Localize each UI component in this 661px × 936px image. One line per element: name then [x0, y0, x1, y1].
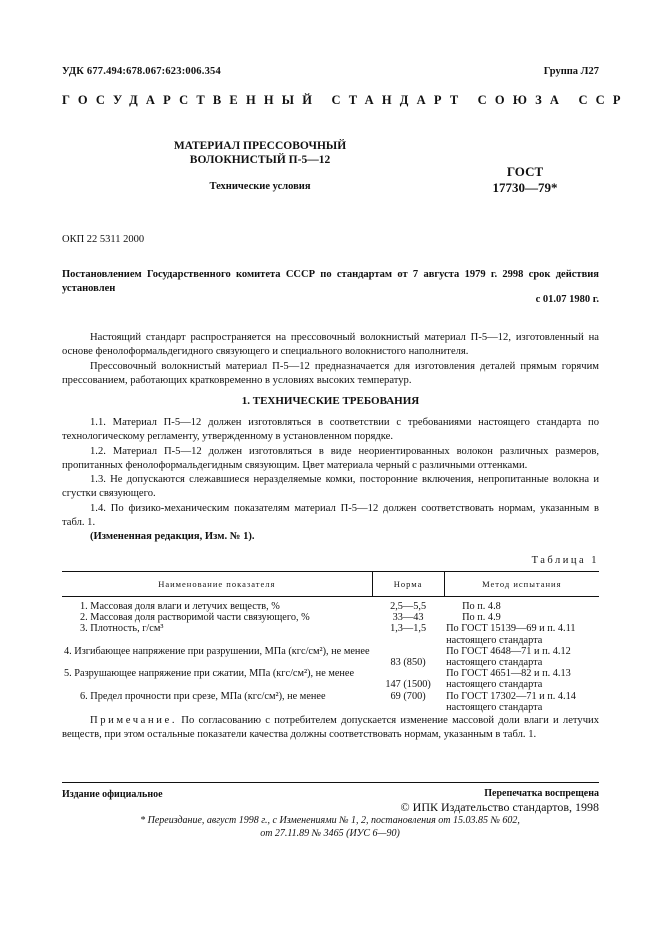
table-row [62, 691, 599, 713]
method-cell: По ГОСТ 4651—82 и п. 4.13 настоящего стандарта [446, 668, 571, 691]
clause-1-4: 1.4. По физико-механическим показателям материал П-5—12 должен соответствовать нормам, указанным в табл. 1. [62, 502, 599, 529]
clause-1-1: 1.1. Материал П-5—12 должен изготовляться в соответствии с требованиями настоящего стандарта по технологическому регламенту, утвержденному в установленном порядке. [62, 417, 599, 443]
reissue-note [120, 815, 540, 840]
group-code: Группа Л27 [543, 66, 599, 77]
clause-1-2: 1.2. Материал П-5—12 должен изготовляться в виде неориентированных волокон различных размеров, пропитанных фенолоформальдегидным связующим. Цвет материала черный с различными оттенками. [62, 445, 599, 471]
method-cell: По п. 4.9 [462, 612, 501, 624]
norm-cell: 1,3—1,5 [390, 623, 427, 635]
norm-cell: 83 (850) [390, 656, 426, 668]
effective-date: с 01.07 1980 г. [535, 294, 599, 305]
table-row [62, 668, 599, 690]
norm-cell: 2,5—5,5 [390, 601, 427, 612]
document-title [160, 139, 360, 167]
reprint-prohibited: Перепечатка воспрещена [484, 788, 599, 799]
footer-divider [62, 782, 599, 783]
okp-code: ОКП 22 5311 2000 [62, 234, 145, 245]
intro-section [62, 331, 599, 388]
note-label: Примечание. [90, 715, 178, 726]
note-text: По согласованию с потребителем допускается изменение массовой доли влаги и летучих веществ, при этом остальные показатели качества должны соответствовать нормам, указанным в табл. 1. [62, 715, 599, 741]
title-line-2: ВОЛОКНИСТЫЙ П-5—12 [189, 154, 331, 166]
method-cell: По ГОСТ 15139—69 и п. 4.11 настоящего стандарта [446, 623, 576, 646]
gost-label: ГОСТ [506, 164, 544, 179]
requirements-table [62, 571, 599, 713]
table-header-row [62, 572, 599, 597]
header-method: Метод испытания [444, 572, 599, 597]
indicator-cell: 4. Изгибающее напряжение при разрушении, МПа (кгс/см²), не менее [64, 645, 370, 657]
table-row [62, 623, 599, 645]
table-row [62, 646, 599, 668]
method-cell: По ГОСТ 4648—71 и п. 4.12 настоящего стандарта [446, 645, 571, 669]
udk-code: УДК 677.494:678.067:623:006.354 [62, 66, 221, 77]
document-subtitle: Технические условия [209, 181, 311, 192]
indicator-cell: 5. Разрушающее напряжение при сжатии, МПа (кгс/см²), не менее [64, 668, 355, 680]
header-norm: Норма [372, 572, 444, 597]
table-row [62, 612, 599, 623]
table-caption: Таблица 1 [531, 555, 599, 566]
norm-cell: 69 (700) [390, 690, 426, 702]
reissue-line-1: * Переиздание, август 1998 г., с Изменениями № 1, 2, постановления от 15.03.85 № 602, [140, 815, 520, 826]
indicator-cell: 2. Массовая доля растворимой части связующего, % [80, 612, 310, 624]
intro-paragraph: Настоящий стандарт распространяется на прессовочный волокнистый материал П-5—12, изготовленный на основе фенолоформальдегидного связующего и специального волокнистого наполнителя. [62, 332, 599, 358]
table-row [62, 597, 599, 613]
indicator-cell: 3. Плотность, г/см³ [80, 623, 164, 635]
reissue-line-2: от 27.11.89 № 3465 (ИУС 6—90) [260, 827, 400, 839]
amendment-note: (Измененная редакция, Изм. № 1). [90, 531, 255, 543]
state-standard-banner: ГОСУДАРСТВЕННЫЙ СТАНДАРТ СОЮЗА ССР [62, 93, 629, 107]
section-heading: 1. ТЕХНИЧЕСКИЕ ТРЕБОВАНИЯ [241, 395, 420, 407]
indicator-cell: 1. Массовая доля влаги и летучих веществ, % [80, 601, 280, 612]
norm-cell: 33—43 [392, 612, 424, 624]
gost-designation [470, 164, 580, 196]
intro-paragraph: Прессовочный волокнистый материал П-5—12 предназначается для изготовления деталей прямым горячим прессованием, работающих кратковременно в условиях высоких температур. [62, 360, 599, 386]
section-1-body [62, 416, 599, 545]
norm-cell: 147 (1500) [385, 679, 431, 691]
decree-text: Постановлением Государственного комитета СССР по стандартам от 7 августа 1979 г. 2998 срок действия установлен [62, 269, 599, 294]
copyright: © ИПК Издательство стандартов, 1998 [400, 800, 599, 814]
header-indicator: Наименование показателя [62, 572, 372, 597]
method-cell: По п. 4.8 [462, 601, 501, 612]
title-line-1: МАТЕРИАЛ ПРЕССОВОЧНЫЙ [173, 140, 347, 152]
indicator-cell: 6. Предел прочности при срезе, МПа (кгс/см²), не менее [80, 690, 326, 702]
table-note [62, 714, 599, 743]
method-cell: По ГОСТ 17302—71 и п. 4.14 настоящего стандарта [446, 690, 576, 713]
gost-number: 17730—79* [492, 180, 558, 195]
clause-1-3: 1.3. Не допускаются слежавшиеся неразделяемые комки, посторонние включения, непропитанные волокна и сгустки связующего. [62, 474, 599, 500]
official-edition: Издание официальное [62, 789, 163, 800]
